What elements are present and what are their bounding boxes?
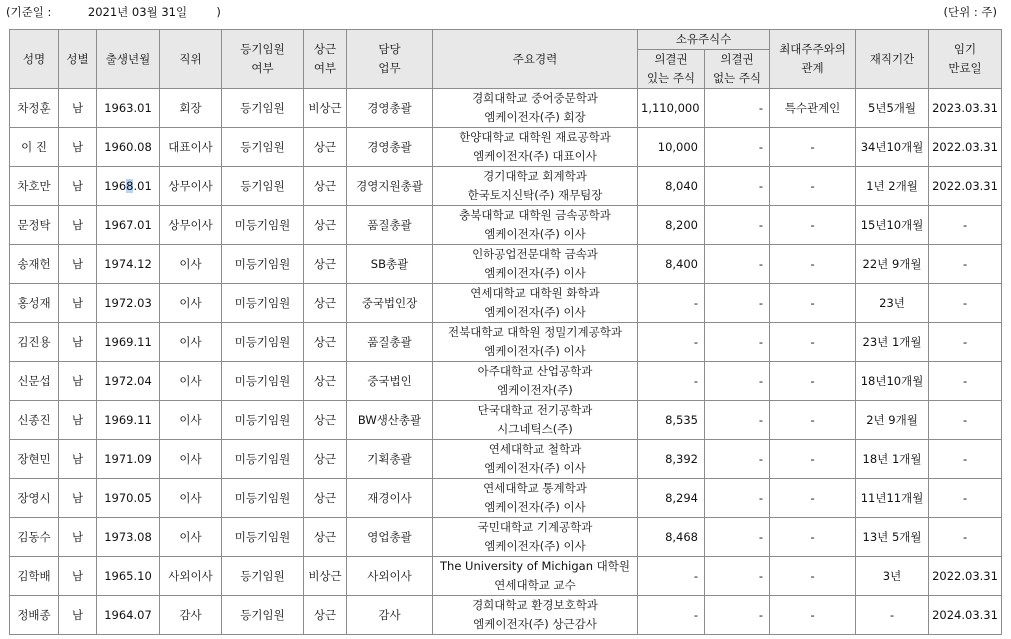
- cell-position: 상무이사: [160, 167, 222, 206]
- cell-name: 김동수: [10, 518, 59, 557]
- cell-name: 이 진: [10, 128, 59, 167]
- cell-registered: 미등기임원: [222, 518, 304, 557]
- table-row: [10, 245, 1002, 284]
- cell-nonvoting: -: [705, 284, 770, 323]
- cell-voting: -: [638, 284, 705, 323]
- cell-registered: 미등기임원: [222, 284, 304, 323]
- cell-registered: 등기임원: [222, 557, 304, 596]
- cell-career: 충북대학교 대학원 금속공학과 엠케이전자(주) 이사: [433, 206, 638, 245]
- cell-position: 이사: [160, 479, 222, 518]
- cell-nonvoting: -: [705, 518, 770, 557]
- table-row: [10, 518, 1002, 557]
- cell-career: 전북대학교 대학원 정밀기계공학과 엠케이전자(주) 이사: [433, 323, 638, 362]
- cell-tenure: 23년: [856, 284, 929, 323]
- cell-career: 단국대학교 전기공학과 시그네틱스(주): [433, 401, 638, 440]
- cell-gender: 남: [59, 596, 97, 635]
- cell-tenure: 15년10개월: [856, 206, 929, 245]
- cell-term: -: [929, 479, 1002, 518]
- header-nonvoting: 의결권 없는 주식: [705, 50, 770, 89]
- cell-fulltime: 상근: [304, 245, 347, 284]
- unit-label: (단위 : 주): [943, 5, 997, 19]
- cell-birth: 1972.04: [97, 362, 160, 401]
- cell-tenure: 18년10개월: [856, 362, 929, 401]
- cell-gender: 남: [59, 245, 97, 284]
- cell-relation: -: [770, 401, 856, 440]
- cell-birth[interactable]: 1968.01: [97, 167, 160, 206]
- cell-gender: 남: [59, 284, 97, 323]
- table-row: [10, 284, 1002, 323]
- cell-gender: 남: [59, 167, 97, 206]
- cell-birth: 1970.05: [97, 479, 160, 518]
- cell-fulltime: 상근: [304, 323, 347, 362]
- cell-career: 아주대학교 산업공학과 엠케이전자(주): [433, 362, 638, 401]
- cell-voting: 8,040: [638, 167, 705, 206]
- header-duty: 담당 업무: [347, 30, 433, 89]
- cell-position: 이사: [160, 401, 222, 440]
- cell-tenure: 18년 1개월: [856, 440, 929, 479]
- cell-career: 한양대학교 대학원 재료공학과 엠케이전자(주) 대표이사: [433, 128, 638, 167]
- cell-position: 감사: [160, 596, 222, 635]
- cell-gender: 남: [59, 518, 97, 557]
- cell-fulltime: 상근: [304, 440, 347, 479]
- cell-term: 2023.03.31: [929, 89, 1002, 128]
- header-voting: 의결권 있는 주식: [638, 50, 705, 89]
- cell-gender: 남: [59, 440, 97, 479]
- cell-registered: 미등기임원: [222, 479, 304, 518]
- cell-relation: 특수관계인: [770, 89, 856, 128]
- cell-name: 장현민: [10, 440, 59, 479]
- cell-fulltime: 상근: [304, 284, 347, 323]
- cell-name: 송재헌: [10, 245, 59, 284]
- cell-duty: 영업총괄: [347, 518, 433, 557]
- report-header: [6, 4, 997, 22]
- cell-fulltime: 상근: [304, 206, 347, 245]
- cell-fulltime: 상근: [304, 479, 347, 518]
- cell-birth: 1967.01: [97, 206, 160, 245]
- cell-term: -: [929, 440, 1002, 479]
- cell-name: 김학배: [10, 557, 59, 596]
- cell-tenure: 5년5개월: [856, 89, 929, 128]
- cell-relation: -: [770, 245, 856, 284]
- cell-gender: 남: [59, 362, 97, 401]
- table-row: [10, 206, 1002, 245]
- cell-name: 신종진: [10, 401, 59, 440]
- cell-nonvoting: -: [705, 596, 770, 635]
- cell-name: 문정탁: [10, 206, 59, 245]
- cell-relation: -: [770, 128, 856, 167]
- cell-voting: 8,392: [638, 440, 705, 479]
- cell-nonvoting: -: [705, 323, 770, 362]
- cell-birth: 1963.01: [97, 89, 160, 128]
- cell-term: -: [929, 245, 1002, 284]
- cell-tenure: 3년: [856, 557, 929, 596]
- cell-relation: -: [770, 284, 856, 323]
- cell-nonvoting: -: [705, 89, 770, 128]
- table-row: [10, 323, 1002, 362]
- cell-position: 대표이사: [160, 128, 222, 167]
- cell-fulltime: 상근: [304, 128, 347, 167]
- cell-relation: -: [770, 596, 856, 635]
- cell-term: 2022.03.31: [929, 128, 1002, 167]
- cell-term: 2024.03.31: [929, 596, 1002, 635]
- cell-tenure: 22년 9개월: [856, 245, 929, 284]
- cell-position: 이사: [160, 362, 222, 401]
- cell-career: 연세대학교 대학원 화학과 엠케이전자(주) 이사: [433, 284, 638, 323]
- cell-duty: BW생산총괄: [347, 401, 433, 440]
- header-career: 주요경력: [433, 30, 638, 89]
- cell-position: 이사: [160, 323, 222, 362]
- cell-gender: 남: [59, 557, 97, 596]
- cell-career: The University of Michigan 대학원 연세대학교 교수: [433, 557, 638, 596]
- cell-nonvoting: -: [705, 401, 770, 440]
- table-row: [10, 89, 1002, 128]
- cell-gender: 남: [59, 401, 97, 440]
- cell-position: 회장: [160, 89, 222, 128]
- cell-term: 2022.03.31: [929, 167, 1002, 206]
- table-row: [10, 401, 1002, 440]
- cell-birth: 1960.08: [97, 128, 160, 167]
- cell-fulltime: 상근: [304, 167, 347, 206]
- cell-voting: 8,200: [638, 206, 705, 245]
- cell-term: -: [929, 401, 1002, 440]
- cell-career: 연세대학교 철학과 엠케이전자(주) 이사: [433, 440, 638, 479]
- cell-birth: 1965.10: [97, 557, 160, 596]
- cell-duty: 중국법인: [347, 362, 433, 401]
- cell-career: 경희대학교 환경보호학과 엠케이전자(주) 상근감사: [433, 596, 638, 635]
- table-row: [10, 596, 1002, 635]
- cell-gender: 남: [59, 89, 97, 128]
- cell-birth: 1964.07: [97, 596, 160, 635]
- cell-voting: -: [638, 362, 705, 401]
- cell-duty: 경영총괄: [347, 89, 433, 128]
- cell-term: -: [929, 206, 1002, 245]
- cell-position: 이사: [160, 284, 222, 323]
- cell-fulltime: 비상근: [304, 89, 347, 128]
- cell-relation: -: [770, 206, 856, 245]
- cell-birth: 1969.11: [97, 401, 160, 440]
- cell-tenure: 34년10개월: [856, 128, 929, 167]
- header-name: 성명: [10, 30, 59, 89]
- cell-career: 연세대학교 통계학과 엠케이전자(주) 이사: [433, 479, 638, 518]
- cell-voting: 8,535: [638, 401, 705, 440]
- header-term: 임기 만료일: [929, 30, 1002, 89]
- cell-voting: 8,400: [638, 245, 705, 284]
- cell-nonvoting: -: [705, 245, 770, 284]
- cell-voting: -: [638, 596, 705, 635]
- cell-voting: -: [638, 557, 705, 596]
- cell-position: 상무이사: [160, 206, 222, 245]
- cell-name: 차호만: [10, 167, 59, 206]
- cell-voting: 8,468: [638, 518, 705, 557]
- cell-registered: 등기임원: [222, 89, 304, 128]
- cell-fulltime: 상근: [304, 596, 347, 635]
- cell-registered: 미등기임원: [222, 401, 304, 440]
- cell-tenure: 23년 1개월: [856, 323, 929, 362]
- cell-nonvoting: -: [705, 167, 770, 206]
- cell-relation: -: [770, 557, 856, 596]
- cell-duty: 품질총괄: [347, 323, 433, 362]
- header-fulltime: 상근 여부: [304, 30, 347, 89]
- cell-term: -: [929, 518, 1002, 557]
- cell-birth: 1972.03: [97, 284, 160, 323]
- cell-nonvoting: -: [705, 557, 770, 596]
- cell-duty: 사외이사: [347, 557, 433, 596]
- executive-table: [9, 29, 1002, 635]
- cell-birth: 1969.11: [97, 323, 160, 362]
- cell-name: 장영시: [10, 479, 59, 518]
- cell-term: -: [929, 323, 1002, 362]
- cell-fulltime: 상근: [304, 401, 347, 440]
- cell-career: 경기대학교 회계학과 한국토지신탁(주) 재무팀장: [433, 167, 638, 206]
- cell-name: 정배종: [10, 596, 59, 635]
- cell-relation: -: [770, 362, 856, 401]
- cell-duty: 감사: [347, 596, 433, 635]
- cell-name: 홍성재: [10, 284, 59, 323]
- cell-nonvoting: -: [705, 128, 770, 167]
- cell-registered: 미등기임원: [222, 323, 304, 362]
- cell-relation: -: [770, 518, 856, 557]
- header-gender: 성별: [59, 30, 97, 89]
- cell-term: -: [929, 362, 1002, 401]
- cell-registered: 미등기임원: [222, 440, 304, 479]
- cell-gender: 남: [59, 479, 97, 518]
- cell-relation: -: [770, 440, 856, 479]
- cell-tenure: 2년 9개월: [856, 401, 929, 440]
- cell-career: 국민대학교 기계공학과 엠케이전자(주) 이사: [433, 518, 638, 557]
- cell-gender: 남: [59, 206, 97, 245]
- cell-gender: 남: [59, 128, 97, 167]
- table-row: [10, 479, 1002, 518]
- cell-duty: 품질총괄: [347, 206, 433, 245]
- cell-birth: 1974.12: [97, 245, 160, 284]
- cell-registered: 등기임원: [222, 128, 304, 167]
- cell-term: -: [929, 284, 1002, 323]
- table-row: [10, 167, 1002, 206]
- table-row: [10, 557, 1002, 596]
- cell-nonvoting: -: [705, 479, 770, 518]
- cell-relation: -: [770, 479, 856, 518]
- cell-career: 인하공업전문대학 금속과 엠케이전자(주) 이사: [433, 245, 638, 284]
- cell-registered: 등기임원: [222, 167, 304, 206]
- cell-registered: 미등기임원: [222, 206, 304, 245]
- cell-name: 차정훈: [10, 89, 59, 128]
- cell-registered: 등기임원: [222, 596, 304, 635]
- cell-duty: 경영지원총괄: [347, 167, 433, 206]
- header-registered: 등기임원 여부: [222, 30, 304, 89]
- cell-registered: 미등기임원: [222, 362, 304, 401]
- cell-fulltime: 상근: [304, 518, 347, 557]
- cell-tenure: 11년11개월: [856, 479, 929, 518]
- cell-nonvoting: -: [705, 362, 770, 401]
- cell-tenure: 13년 5개월: [856, 518, 929, 557]
- cell-name: 신문섭: [10, 362, 59, 401]
- cell-nonvoting: -: [705, 206, 770, 245]
- cell-tenure: -: [856, 596, 929, 635]
- cell-term: 2022.03.31: [929, 557, 1002, 596]
- cell-registered: 미등기임원: [222, 245, 304, 284]
- header-position: 직위: [160, 30, 222, 89]
- cell-duty: 중국법인장: [347, 284, 433, 323]
- cell-gender: 남: [59, 323, 97, 362]
- cell-relation: -: [770, 167, 856, 206]
- header-birth: 출생년월: [97, 30, 160, 89]
- text-selection[interactable]: 8: [126, 178, 134, 193]
- cell-position: 이사: [160, 440, 222, 479]
- cell-position: 이사: [160, 245, 222, 284]
- cell-duty: 재경이사: [347, 479, 433, 518]
- cell-name: 김진용: [10, 323, 59, 362]
- cell-voting: 10,000: [638, 128, 705, 167]
- basis-date: (기준일 : 2021년 03월 31일 ): [6, 5, 221, 19]
- cell-career: 경희대학교 중어중문학과 엠케이전자(주) 회장: [433, 89, 638, 128]
- cell-voting: 1,110,000: [638, 89, 705, 128]
- cell-position: 이사: [160, 518, 222, 557]
- cell-duty: SB총괄: [347, 245, 433, 284]
- cell-birth: 1973.08: [97, 518, 160, 557]
- cell-position: 사외이사: [160, 557, 222, 596]
- cell-tenure: 1년 2개월: [856, 167, 929, 206]
- table-row: [10, 362, 1002, 401]
- table-row: [10, 128, 1002, 167]
- cell-voting: 8,294: [638, 479, 705, 518]
- cell-duty: 경영총괄: [347, 128, 433, 167]
- header-tenure: 재직기간: [856, 30, 929, 89]
- cell-relation: -: [770, 323, 856, 362]
- header-shares: 소유주식수: [638, 30, 770, 50]
- cell-voting: -: [638, 323, 705, 362]
- table-row: [10, 440, 1002, 479]
- cell-duty: 기획총괄: [347, 440, 433, 479]
- cell-fulltime: 상근: [304, 362, 347, 401]
- cell-birth: 1971.09: [97, 440, 160, 479]
- cell-fulltime: 비상근: [304, 557, 347, 596]
- header-relation: 최대주주와의 관계: [770, 30, 856, 89]
- cell-nonvoting: -: [705, 440, 770, 479]
